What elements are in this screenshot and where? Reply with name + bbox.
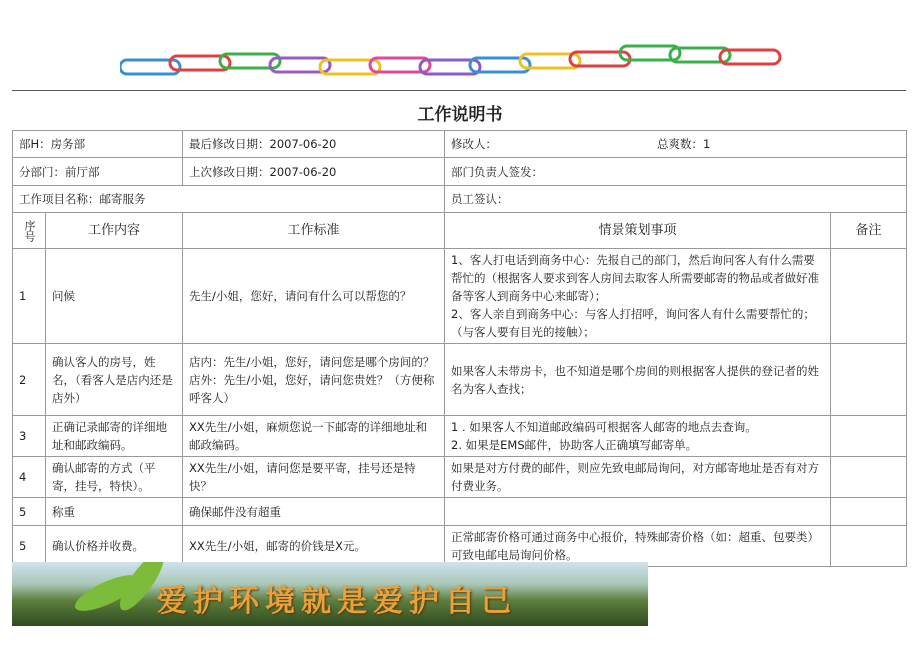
row-content: 确认邮寄的方式（平寄，挂号，特快）。: [46, 457, 183, 498]
row-content: 问候: [46, 249, 183, 344]
row-note: [831, 526, 907, 567]
last-modified-cell: 最后修改日期：2007-06-20: [183, 131, 445, 158]
project-cell: 工作项目名称：邮寄服务: [13, 186, 445, 213]
row-standard: 先生/小姐，您好，请问有什么可以帮您的？: [183, 249, 445, 344]
row-no: 5: [13, 498, 46, 526]
row-note: [831, 498, 907, 526]
table-row: [13, 457, 907, 498]
row-standard: XX先生/小姐，请问您是要平寄，挂号还是特快？: [183, 457, 445, 498]
table-row: [13, 249, 907, 344]
page-title: 工作说明书: [417, 105, 503, 125]
row-scenario: 如果是对方付费的邮件，则应先致电邮局询问，对方邮寄地址是否有对方付费业务。: [445, 457, 831, 498]
row-note: [831, 457, 907, 498]
col-note: 备注: [831, 213, 907, 249]
col-content: 工作内容: [46, 213, 183, 249]
row-no: 2: [13, 344, 46, 416]
dept-cell: 部H：房务部: [13, 131, 183, 158]
row-note: [831, 416, 907, 457]
modifier-cell: [445, 131, 907, 158]
row-no: 5: [13, 526, 46, 567]
row-content: 确认价格并收费。: [46, 526, 183, 567]
row-standard: XX先生/小姐，邮寄的价钱是X元。: [183, 526, 445, 567]
row-content: 正确记录邮寄的详细地址和邮政编码。: [46, 416, 183, 457]
row-note: [831, 344, 907, 416]
row-content: 称重: [46, 498, 183, 526]
row-no: 4: [13, 457, 46, 498]
total-pages: 总爽数：1: [657, 137, 711, 151]
sub-dept-cell: 分部门：前厅部: [13, 158, 183, 186]
col-scenario: 情景策划事项: [445, 213, 831, 249]
row-scenario: 1 . 如果客人不知道邮政编码可根据客人邮寄的地点去查询。 2. 如果是EMS邮件，协助客人正确填写邮寄单。: [445, 416, 831, 457]
row-note: [831, 249, 907, 344]
staff-sign-cell: 员工签认：: [445, 186, 907, 213]
table-row: [13, 416, 907, 457]
header-row: [13, 186, 907, 213]
table-row: [13, 344, 907, 416]
row-standard: 店内：先生/小姐，您好，请问您是哪个房间的？ 店外：先生/小姐，您好，请问您贵姓？（方便称呼客人）: [183, 344, 445, 416]
row-standard: 确保邮件没有超重: [183, 498, 445, 526]
paperclip-chain-decoration: [120, 38, 790, 88]
row-standard: XX先生/小姐，麻烦您说一下邮寄的详细地址和邮政编码。: [183, 416, 445, 457]
environment-banner: [12, 562, 648, 626]
manager-sign-cell: 部门负责人签发：: [445, 158, 907, 186]
col-standard: 工作标准: [183, 213, 445, 249]
row-scenario: [445, 498, 831, 526]
prev-modified-cell: 上次修改日期：2007-06-20: [183, 158, 445, 186]
row-scenario: 正常邮寄价格可通过商务中心报价，特殊邮寄价格（如：超重、包要类）可致电邮电局询问价格。: [445, 526, 831, 567]
table-row: [13, 526, 907, 567]
banner-slogan: 爱护环境就是爱护自己: [157, 584, 517, 619]
header-row: [13, 131, 907, 158]
column-header-row: [13, 213, 907, 249]
row-scenario: 如果客人未带房卡，也不知道是哪个房间的则根据客人提供的登记者的姓名为客人查找；: [445, 344, 831, 416]
table-row: [13, 498, 907, 526]
header-rule: [12, 90, 906, 91]
row-no: 3: [13, 416, 46, 457]
row-scenario: 1、客人打电话到商务中心：先报自己的部门，然后询问客人有什么需要帮忙的（根据客人要求到客人房间去取客人所需要邮寄的物品或者做好准备等客人到商务中心来邮寄）； 2、客人亲自到商务中心：与客人打招呼，询问客人有什么需要帮忙的；（与客人要有目光的接触）；: [445, 249, 831, 344]
col-seq: 序号: [13, 213, 46, 249]
row-content: 确认客人的房号，姓名，（看客人是店内还是店外）: [46, 344, 183, 416]
row-no: 1: [13, 249, 46, 344]
header-row: [13, 158, 907, 186]
job-description-table: [12, 130, 907, 567]
modifier-label: 修改人：: [451, 137, 497, 151]
